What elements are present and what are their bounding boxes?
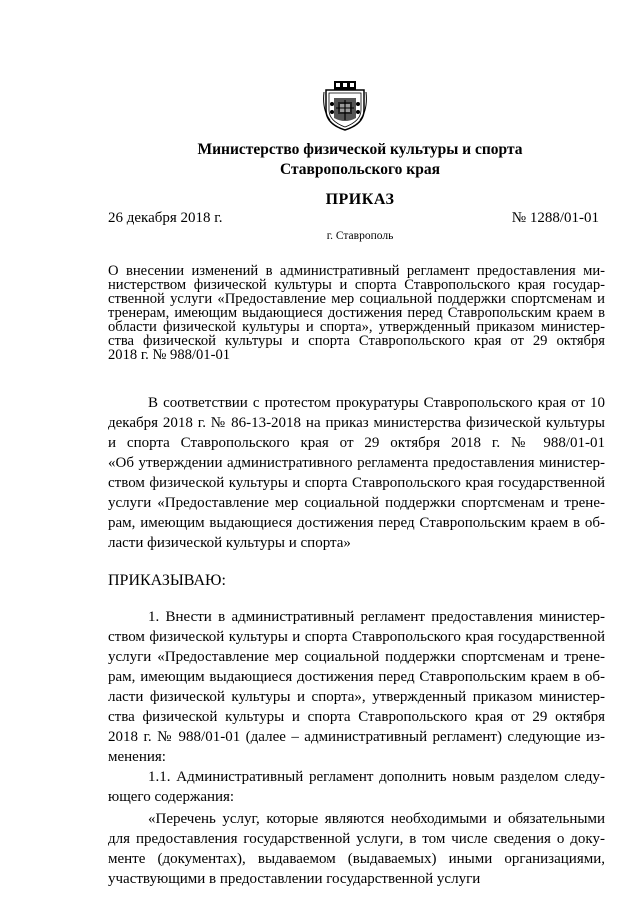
coat-of-arms-emblem-icon	[322, 80, 368, 132]
text-line: ласти физической культуры и спорта»	[108, 535, 351, 551]
text-line: услуги «Предоставление мер социальной поддержки спортсменам и трене-	[108, 649, 605, 665]
text-line: менения:	[108, 749, 166, 765]
text-line: «Об утверждении административного регламента предоставления министер-	[108, 455, 605, 471]
text-line: 2018 г. № 988/01-01	[108, 347, 231, 363]
text-line: ства физической культуры и спорта Ставропольского края от 29 октября	[108, 709, 605, 725]
text-line: 2018 г. № 988/01-01 (далее – административный регламент) следующие из-	[108, 729, 605, 745]
text-line: В соответствии с протестом прокуратуры Ставропольского края от 10	[148, 395, 605, 411]
text-line: участвующими в предоставлении государственной услуги	[108, 871, 481, 887]
text-line: рам, имеющим выдающиеся достижения перед Ставропольским краем в об-	[108, 515, 605, 531]
text-line: менте (документах), выдаваемом (выдаваемых) иными организациями,	[108, 851, 605, 867]
text-line: декабря 2018 г. № 86-13-2018 на приказ министерства физической культуры	[108, 415, 605, 431]
text-line: услуги «Предоставление мер социальной поддержки спортсменам и трене-	[108, 495, 605, 511]
ministry-name-line-1: Министерство физической культуры и спорта	[197, 141, 523, 158]
text-line: ющего содержания:	[108, 789, 235, 805]
text-line: нистерством физической культуры и спорта Ставропольского края государ-	[108, 277, 605, 293]
text-line: «Перечень услуг, которые являются необходимыми и обязательными	[148, 811, 605, 827]
text-line: О внесении изменений в административный регламент предоставления ми-	[108, 263, 605, 279]
text-line: ством физической культуры и спорта Ставропольского края государственной	[108, 629, 605, 645]
text-line: для предоставления государственной услуги, в том числе сведения о доку-	[108, 831, 605, 847]
text-line: ством физической культуры и спорта Ставропольского края государственной	[108, 475, 605, 491]
document-number: № 1288/01-01	[511, 210, 599, 226]
document-city: г. Ставрополь	[326, 230, 394, 242]
text-line: области физической культуры и спорта», утвержденный приказом министер-	[108, 319, 605, 335]
ministry-name-line-2: Ставропольского края	[280, 161, 440, 178]
text-line: ства физической культуры и спорта Ставропольского края от 29 октября	[108, 333, 605, 349]
text-line: рам, имеющим выдающиеся достижения перед Ставропольским краем в об-	[108, 669, 605, 685]
text-line: 1.1. Административный регламент дополнить новым разделом следу-	[148, 769, 605, 785]
text-line: 1. Внести в административный регламент предоставления министер-	[148, 609, 605, 625]
document-date: 26 декабря 2018 г.	[108, 210, 223, 226]
text-line: ласти физической культуры и спорта», утвержденный приказом министер-	[108, 689, 605, 705]
order-word: ПРИКАЗЫВАЮ:	[108, 572, 226, 589]
text-line: тренерам, имеющим выдающиеся достижения перед Ставропольским краем в	[108, 305, 605, 321]
document-title: ПРИКАЗ	[325, 191, 395, 208]
text-line: и спорта Ставропольского края от 29 октября 2018 г. № 988/01-01	[108, 435, 605, 451]
text-line: ственной услуги «Предоставление мер социальной поддержки спортсменам и	[108, 291, 605, 307]
